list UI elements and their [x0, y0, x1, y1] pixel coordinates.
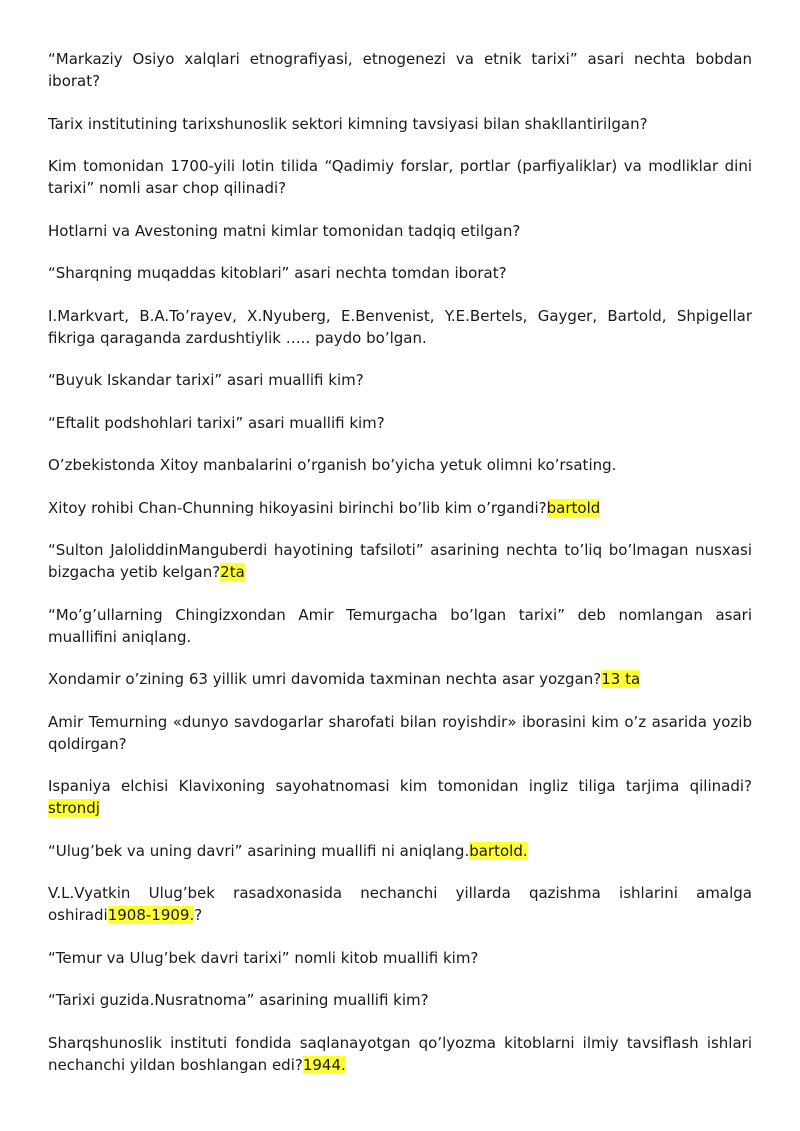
question-1	[48, 48, 752, 92]
highlighted-answer: 13 ta	[601, 670, 641, 688]
question-5	[48, 262, 752, 284]
question-text: Tarix institutining tarixshunoslik sektori kimning tavsiyasi bilan shakllantirilgan?	[48, 114, 648, 133]
question-text: Xitoy rohibi Chan-Chunning hikoyasini birinchi bo’lib kim o’rgandi?	[48, 498, 547, 517]
question-text: “Eftalit podshohlari tarixi” asari muallifi kim?	[48, 413, 385, 432]
question-text: “Ulug’bek va uning davri” asarining muallifi ni aniqlang.	[48, 841, 470, 860]
highlighted-answer: bartold	[546, 498, 601, 517]
question-suffix: ?	[194, 906, 203, 924]
question-text: Sharqshunoslik instituti fondida saqlanayotgan qo’lyozma kitoblarni ilmiy tavsiflash ishlari nechanchi yildan boshlangan edi?	[48, 1033, 752, 1074]
question-11	[48, 539, 752, 583]
question-text: “Temur va Ulug’bek davri tarixi” nomli kitob muallifi kim?	[48, 948, 479, 967]
question-text: “Markaziy Osiyo xalqlari etnografiyasi, etnogenezi va etnik tarixi” asari nechta bobdan iborat?	[48, 50, 752, 90]
question-20	[48, 1032, 752, 1076]
question-12	[48, 604, 752, 648]
highlighted-answer: 2ta	[220, 563, 245, 581]
question-6	[48, 305, 752, 349]
question-text: “Mo’g’ullarning Chingizxondan Amir Temurgacha bo’lgan tarixi” deb nomlangan asari muallifini aniqlang.	[48, 605, 752, 646]
question-text: “Sulton JaloliddinManguberdi hayotining tafsiloti” asarining nechta to’liq bo’lmagan nusxasi bizgacha yetib kelgan?	[48, 541, 752, 581]
question-14	[48, 711, 752, 755]
question-3	[48, 155, 752, 199]
question-text: “Tarixi guzida.Nusratnoma” asarining muallifi kim?	[48, 991, 429, 1009]
question-text: Xondamir o’zining 63 yillik umri davomida taxminan nechta asar yozgan?	[48, 670, 602, 688]
highlighted-answer: 1944.	[302, 1055, 346, 1074]
question-text: “Buyuk Iskandar tarixi” asari muallifi kim?	[48, 371, 364, 389]
question-text: Hotlarni va Avestoning matni kimlar tomonidan tadqiq etilgan?	[48, 221, 521, 240]
question-text: V.L.Vyatkin Ulug’bek rasadxonasida nechanchi yillarda qazishma ishlarini amalga oshiradi	[48, 884, 752, 924]
question-19	[48, 989, 752, 1011]
question-text: I.Markvart, B.A.To’rayev, X.Nyuberg, E.Benvenist, Y.E.Bertels, Gayger, Bartold, Shpigellar fikriga qaraganda zardushtiylik ….. paydo bo’lgan.	[48, 306, 752, 347]
question-9	[48, 454, 752, 476]
question-text: O’zbekistonda Xitoy manbalarini o’rganish bo’yicha yetuk olimni ko’rsating.	[48, 456, 617, 474]
question-8	[48, 412, 752, 434]
highlighted-answer: bartold.	[469, 841, 528, 860]
question-2	[48, 113, 752, 135]
question-text: Kim tomonidan 1700-yili lotin tilida “Qadimiy forslar, portlar (parfiyaliklar) va modliklar dini tarixi” nomli asar chop qilinadi?	[48, 157, 752, 197]
question-text: “Sharqning muqaddas kitoblari” asari nechta tomdan iborat?	[48, 264, 507, 282]
question-17	[48, 882, 752, 926]
question-text: Ispaniya elchisi Klavixoning sayohatnomasi kim tomonidan ingliz tiliga tarjima qilinadi?	[48, 777, 752, 795]
question-15	[48, 775, 752, 819]
question-10	[48, 497, 752, 519]
question-text: Amir Temurning «dunyo savdogarlar sharofati bilan royishdir» iborasini kim o’z asarida yozib qoldirgan?	[48, 712, 752, 753]
question-13	[48, 668, 752, 690]
question-16	[48, 840, 752, 862]
highlighted-answer: 1908-1909.	[107, 906, 195, 924]
question-7	[48, 369, 752, 391]
question-18	[48, 947, 752, 969]
highlighted-answer: strondj	[48, 799, 100, 817]
question-4	[48, 220, 752, 242]
